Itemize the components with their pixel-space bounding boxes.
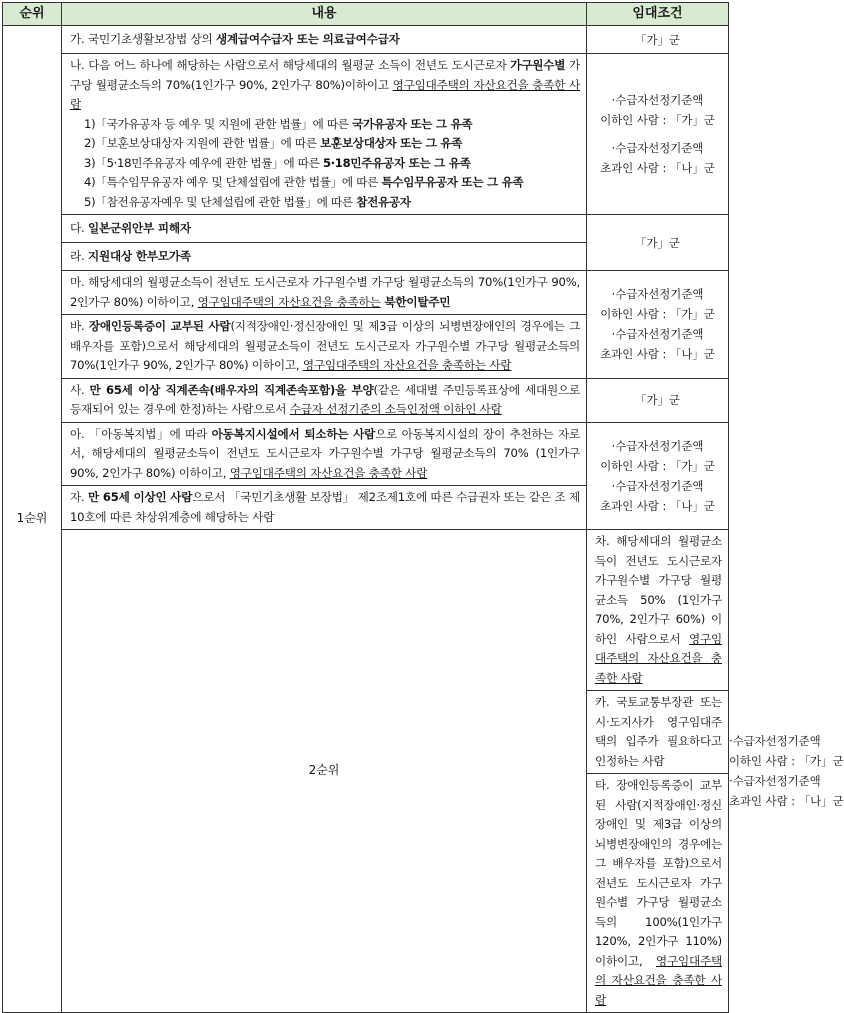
- na-sub-3-text: 3)「5·18민주유공자 예우에 관한 법률」에 따른: [84, 155, 323, 170]
- row-ga: [3, 26, 729, 54]
- cond-na-a1: ·수급자선정기준액: [611, 93, 704, 107]
- sa-underline: 수급자 선정기준의 소득인정액 이하인 사람: [289, 402, 502, 416]
- na-sub-1: [70, 115, 580, 135]
- cond-na-b2: 초과인 사람 : 「나」군: [600, 161, 715, 175]
- ma-bold: 북한이탈주민: [380, 294, 451, 309]
- header-rank: 순위: [3, 3, 62, 26]
- rank-first: 1순위: [3, 26, 62, 1013]
- content-cha: [587, 530, 729, 691]
- header-content: 내용: [62, 3, 587, 26]
- cond-a-a1: ·수급자선정기준액: [611, 438, 704, 453]
- ga-bold: 생계급여수급자 또는 의료급여수급자: [215, 31, 400, 46]
- cha-text: 차. 해당세대의 월평균소득이 전년도 도시근로자 가구원수별 가구당 월평균소득 50% (1인가구 70%, 2인가구 60%) 이하인 사람으로서: [595, 534, 722, 646]
- na-bold: 가구원수별: [510, 58, 566, 72]
- sa-bold: 만 65세 이상 직계존속(배우자의 직계존속포함)을 부양: [89, 382, 374, 397]
- content-ta: [587, 774, 729, 1013]
- row-cha: 2순위 차. 해당세대의 월평균소득이 전년도 도시근로자 가구원수별 가구당 월평균소득 50% (1인가구 70%, 2인가구 60%) 이하인 사람으로서 영구임대주택의 자산요건을 충족한 사람 ·수급자선정기준액 이하인 사람 : 「가」군 ·수급자선정기준액 초과인 사람 : 「나」군: [3, 530, 729, 691]
- na-mid: 가구당 월평균소득의 70%(1인가구 90%, 2인가구 80%)이하이고: [70, 58, 580, 92]
- ba-underline: 영구임대주택의 자산요건을 충족하는 사람: [302, 358, 512, 372]
- rank-second: 2순위: [62, 530, 587, 1013]
- ga-text: 가. 국민기초생활보장법 상의: [70, 31, 216, 46]
- ba-mid: (지적장애인·정신장애인 및 제3급 이상의 뇌병변장애인의 경우에는 그 배우자를 포함)으로서 해당세대의 월평균소득이 전년도 도시근로자 가구원수별 가구당 월평균소득의 70%(1인가구 90%, 2인가구 80%) 이하이고,: [70, 319, 580, 372]
- ra-text: 라.: [70, 248, 88, 263]
- row-ma: [3, 271, 729, 315]
- na-sub-1-text: 1)「국가유공자 등 예우 및 지원에 관한 법률」에 따른: [84, 116, 353, 131]
- cha-underline: 영구임대주택의 자산요건을 충족한 사람: [595, 631, 722, 685]
- na-sub-4-bold: 특수임무유공자 또는 그 유족: [381, 175, 524, 189]
- cond-da-ra: 「가」군: [587, 215, 729, 271]
- na-sub-2-text: 2)「보훈보상대상자 지원에 관한 법률」에 따른: [84, 136, 321, 150]
- na-text: 나. 다음 어느 하나에 해당하는 사람으로서 해당세대의 월평균 소득이 전년도 도시근로자: [70, 58, 511, 72]
- content-da: [62, 215, 587, 243]
- da-bold: 일본군위안부 피해자: [87, 220, 191, 235]
- cond-sa: 「가」군: [587, 378, 729, 422]
- sa-mid: (같은 세대별 주민등록표상에 세대원으로 등재되어 있는 경우에 한정)하는 사람으로서: [70, 382, 580, 416]
- cond-ma-b1: ·수급자선정기준액: [611, 327, 704, 342]
- na-sub-2: [70, 134, 580, 154]
- na-sub-5: [70, 193, 580, 213]
- row-da: [3, 215, 729, 243]
- cond-ma-a2: 이하인 사람 : 「가」군: [600, 307, 715, 322]
- na-sub-4-text: 4)「특수임무유공자 예우 및 단체설립에 관한 법률」에 따른: [84, 175, 382, 189]
- cond-ga: 「가」군: [587, 26, 729, 54]
- content-ka: 카. 국토교통부장관 또는 시·도지사가 영구임대주택의 입주가 필요하다고 인정하는 사람: [587, 691, 729, 774]
- ja-text: 자.: [70, 490, 88, 504]
- sa-text: 사.: [70, 382, 90, 397]
- row-na: [3, 54, 729, 215]
- na-underline: 영구임대주택의 자산요건을 충족한 사람: [70, 77, 581, 111]
- ta-underline: 영구임대주택의 자산요건을 충족한 사람: [595, 953, 722, 1007]
- rental-conditions-table: [2, 2, 844, 1013]
- na-sub-1-bold: 국가유공자 또는 그 유족: [352, 116, 473, 131]
- ta-text: 타. 장애인등록증이 교부된 사람(지적장애인·정신장애인 및 제3급 이상의 뇌병변장애인의 경우에는 그 배우자를 포함)으로서 전년도 도시근로자 가구원수별 가구당 월평균소득의 100%(1인가구 120%, 2인가구 110%) 이하이고,: [595, 778, 722, 968]
- cond-na-b1: ·수급자선정기준액: [611, 141, 704, 155]
- cond-a-a2: 이하인 사람 : 「가」군: [600, 458, 715, 473]
- cond-a-b2: 초과인 사람 : 「나」군: [600, 498, 715, 513]
- cond-na-a2: 이하인 사람 : 「가」군: [600, 113, 715, 127]
- cond-na: [587, 54, 729, 215]
- content-sa: [62, 378, 587, 422]
- cond-ma-a1: ·수급자선정기준액: [611, 287, 704, 302]
- ja-bold: 만 65세 이상인 사람: [88, 490, 193, 504]
- a-text: 아. 「아동복지법」에 따라: [70, 426, 212, 441]
- na-sub-5-text: 5)「참전유공자예우 및 단체설립에 관한 법률」에 따른: [84, 194, 357, 209]
- cond-a-b1: ·수급자선정기준액: [611, 478, 704, 493]
- ja-mid: 으로서 「국민기초생활 보장법」 제2조제1호에 따른 수급권자 또는 같은 조 제10호에 따른 차상위계층에 해당하는 사람: [70, 490, 580, 524]
- a-bold: 아동복지시설에서 퇴소하는 사람: [211, 426, 376, 441]
- na-sub-2-bold: 보훈보상대상자 또는 그 유족: [320, 136, 463, 150]
- row-a: [3, 422, 729, 486]
- ma-text: 마. 해당세대의 월평균소득이 전년도 도시근로자 가구원수별 가구당 월평균소득의 70%(1인가구 90%, 2인가구 80%) 이하이고,: [70, 275, 580, 309]
- content-na: [62, 54, 587, 215]
- da-text: 다.: [70, 220, 88, 235]
- header-condition: 임대조건: [587, 3, 729, 26]
- na-sub-5-bold: 참전유공자: [356, 194, 411, 209]
- a-underline: 영구임대주택의 자산요건을 충족한 사람: [229, 465, 428, 480]
- content-ba: [62, 315, 587, 379]
- na-sub-3-bold: 5·18민주유공자 또는 그 유족: [322, 155, 471, 170]
- cond-ma-ba: [587, 271, 729, 379]
- ba-text: 바.: [70, 319, 89, 333]
- cond-ma-b2: 초과인 사람 : 「나」군: [600, 347, 715, 362]
- content-a: [62, 422, 587, 486]
- row-sa: [3, 378, 729, 422]
- na-sub-3: [70, 154, 580, 174]
- content-ra: [62, 243, 587, 271]
- a-mid: 으로 아동복지시설의 장이 추천하는 자로서, 해당세대의 월평균소득이 전년도 도시근로자 가구원수별 가구당 월평균소득의 70% (1인가구 90%, 2인가구 80%) 이하이고,: [70, 426, 581, 480]
- content-ga: [62, 26, 587, 54]
- content-ma: [62, 271, 587, 315]
- header-row: [3, 3, 729, 26]
- na-sub-4: [70, 173, 580, 193]
- ma-underline: 영구임대주택의 자산요건을 충족하는: [197, 294, 381, 309]
- ra-bold: 지원대상 한부모가족: [87, 248, 191, 263]
- cond-a-ja: [587, 422, 729, 530]
- content-ja: [62, 486, 587, 530]
- ba-bold: 장애인등록증이 교부된 사람: [88, 319, 231, 333]
